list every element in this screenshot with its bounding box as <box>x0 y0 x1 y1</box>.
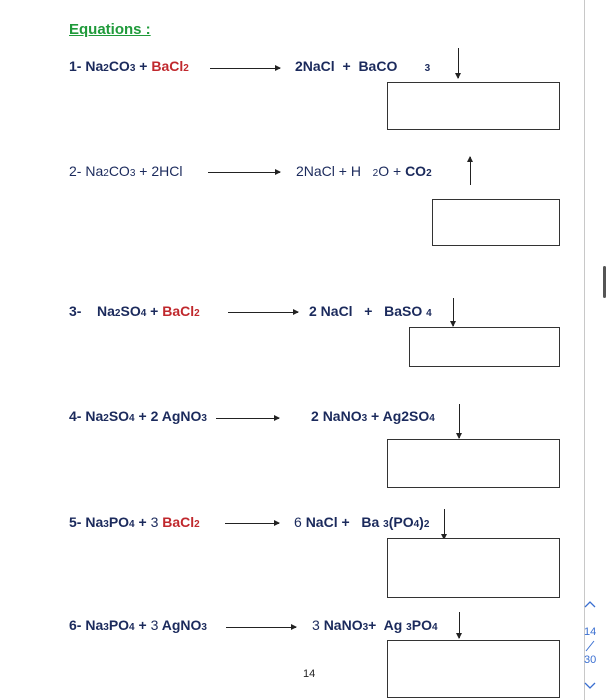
answer-box-3[interactable] <box>409 327 560 367</box>
answer-box-5[interactable] <box>387 538 560 598</box>
equation-2-products: 2NaCl + H 2O + CO2 <box>296 163 432 179</box>
eq-number: 2- <box>69 163 82 179</box>
equation-4-products: 2 NaNO3 + Ag2SO4 <box>311 408 435 424</box>
answer-box-6[interactable] <box>387 640 560 698</box>
reaction-arrow <box>225 523 279 524</box>
precipitate-arrow-icon <box>459 404 460 438</box>
precipitate-arrow-icon <box>458 48 459 78</box>
reaction-arrow <box>208 172 280 173</box>
reaction-arrow <box>216 418 279 419</box>
reaction-arrow <box>226 627 296 628</box>
equation-5-products: 6 NaCl + Ba 3(PO4)2 <box>294 514 430 530</box>
equation-4-reactants: 4- Na2SO4 + 2 AgNO3 <box>69 408 207 424</box>
chevron-down-icon[interactable] <box>584 682 596 690</box>
equation-1-products: 2NaCl + BaCO 3 <box>295 58 431 74</box>
equation-3-reactants: 3- Na2SO4 + BaCl2 <box>69 303 200 319</box>
answer-box-4[interactable] <box>387 439 560 488</box>
equation-1-reactants: 1- Na2CO3 + BaCl2 <box>69 58 189 74</box>
reaction-arrow <box>228 312 298 313</box>
chevron-up-icon[interactable] <box>584 600 596 608</box>
eq-number: 1- <box>69 58 82 74</box>
precipitate-arrow-icon <box>453 298 454 326</box>
equation-6-products: 3 NaNO3+ Ag 3PO4 <box>312 617 438 633</box>
eq-number: 6- <box>69 617 82 633</box>
eq-number: 4- <box>69 408 82 424</box>
heading: Equations : <box>69 21 151 38</box>
equation-5-reactants: 5- Na3PO4 + 3 BaCl2 <box>69 514 200 530</box>
answer-box-1[interactable] <box>387 82 560 130</box>
answer-box-2[interactable] <box>432 199 560 246</box>
eq-number: 5- <box>69 514 82 530</box>
total-pages-indicator: 30 <box>584 654 597 666</box>
precipitate-arrow-icon <box>459 612 460 638</box>
precipitate-arrow-icon <box>444 509 445 539</box>
equation-2-reactants: 2- Na2CO3 + 2HCl <box>69 163 183 179</box>
reaction-arrow <box>210 68 280 69</box>
equation-6-reactants: 6- Na3PO4 + 3 AgNO3 <box>69 617 207 633</box>
page-number: 14 <box>303 668 316 680</box>
eq-number: 3- <box>69 303 82 319</box>
scrollbar-thumb[interactable] <box>603 266 606 298</box>
current-page-indicator: 14 <box>584 626 597 638</box>
page-separator-icon <box>585 640 595 652</box>
equation-3-products: 2 NaCl + BaSO 4 <box>309 303 432 319</box>
gas-arrow-icon <box>470 157 471 185</box>
